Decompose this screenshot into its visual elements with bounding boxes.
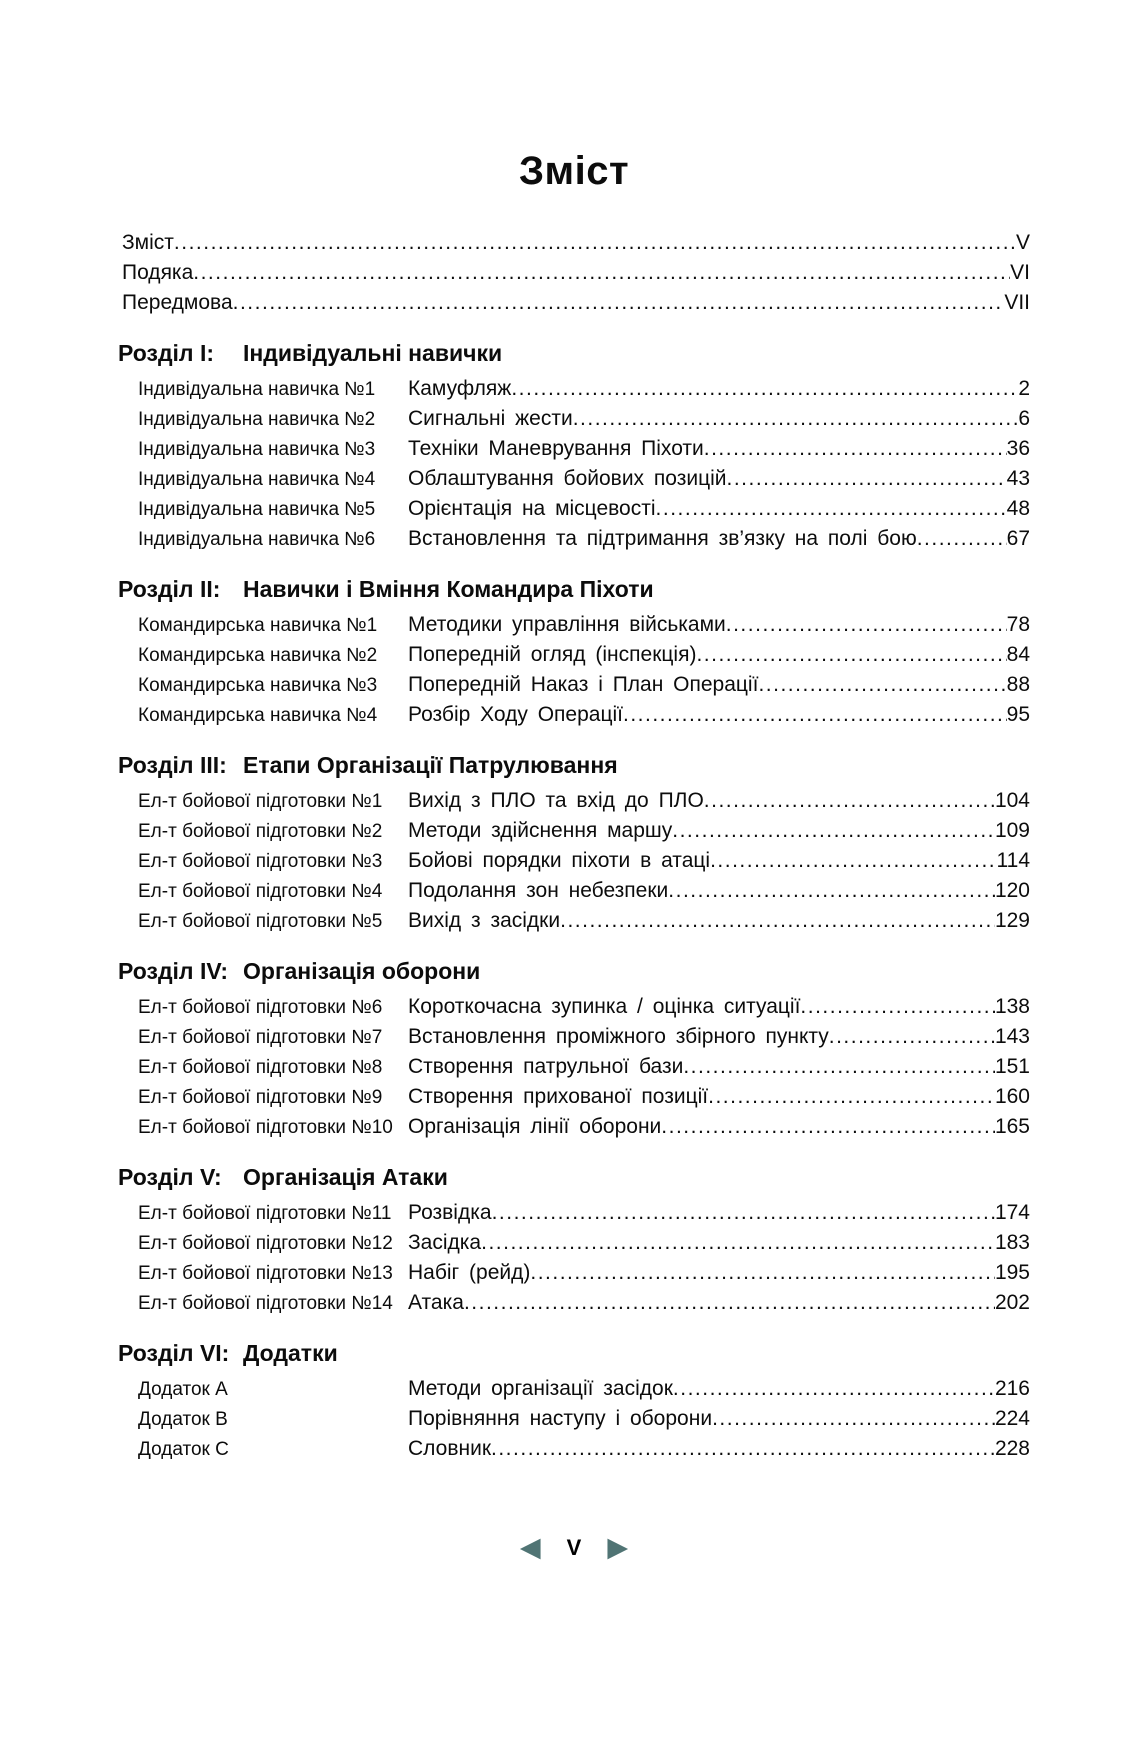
entry-page: 78 [1006,613,1030,636]
prev-page-icon[interactable]: ◀ [519,1532,541,1562]
entry-title: Бойові порядки піхоти в атаці [408,849,711,872]
entry-label: Командирська навичка №4 [138,705,378,726]
section-title: Етапи Організації Патрулювання [243,752,618,778]
entry-label: Ел-т бойової підготовки №10 [138,1117,393,1138]
dot-leader [710,846,996,875]
entry-title: Орієнтація на місцевості [408,497,656,520]
entry-title: Подолання зон небезпеки [408,879,669,902]
entry-label: Ел-т бойової підготовки №13 [138,1263,393,1284]
section-entries [118,374,1030,554]
entry-label: Індивідуальна навичка №4 [138,469,376,490]
entry-page: 224 [994,1407,1030,1430]
entry-page: VII [1004,291,1030,314]
entry-page: 104 [994,789,1030,812]
entry-page: 2 [1018,377,1030,400]
entry-page: 6 [1018,407,1030,430]
dot-leader [829,1022,995,1051]
entry-title: Методи здійснення маршу [408,819,673,842]
entry-label: Індивідуальна навичка №1 [138,379,376,400]
entry-title: Розбір Ходу Операції [408,703,623,726]
entry-title: Встановлення проміжного збірного пункту [408,1025,829,1048]
dot-leader [530,1258,995,1287]
entry-page: 195 [994,1261,1030,1284]
toc-entry [118,1374,1030,1404]
entry-label: Ел-т бойової підготовки №11 [138,1203,392,1224]
page-number: V [566,1534,582,1560]
entry-label: Командирська навичка №3 [138,675,378,696]
entry-title: Розвідка [408,1201,492,1224]
entry-label: Ел-т бойової підготовки №6 [138,997,383,1018]
dot-leader [696,640,1006,669]
entry-page: 183 [994,1231,1030,1254]
entry-page: V [1015,231,1030,254]
entry-page: 43 [1006,467,1030,490]
section-number: Розділ VI: [118,1340,230,1366]
toc-entry [118,258,1030,288]
toc-entry [118,816,1030,846]
entry-page: 88 [1006,673,1030,696]
dot-leader [708,1082,995,1111]
toc-entry [118,1228,1030,1258]
entry-page: 95 [1006,703,1030,726]
toc-entry [118,494,1030,524]
entry-page: 228 [994,1437,1030,1460]
dot-leader [491,1434,995,1463]
toc-entry [118,876,1030,906]
dot-leader [712,1404,995,1433]
entry-title: Передмова [122,291,233,314]
section-entries [118,786,1030,936]
entry-page: 67 [1006,527,1030,550]
section-heading [118,948,1030,986]
entry-title: Набіг (рейд) [408,1261,531,1284]
section-entries [118,1374,1030,1464]
section-title: Індивідуальні навички [243,340,503,366]
entry-page: 120 [994,879,1030,902]
entry-title: Словник [408,1437,492,1460]
sections-list [118,330,1030,1464]
entry-title: Встановлення та підтримання зв’язку на полі бою [408,527,917,550]
entry-label: Командирська навичка №2 [138,645,378,666]
toc-entry [118,1404,1030,1434]
entry-label: Додаток B [138,1409,228,1430]
entry-label: Додаток A [138,1379,228,1400]
dot-leader [174,228,1016,258]
entry-label: Ел-т бойової підготовки №3 [138,851,383,872]
toc-entry [118,846,1030,876]
dot-leader [492,1198,995,1227]
section-number: Розділ I: [118,340,214,366]
section-entries [118,992,1030,1142]
dot-leader [193,258,1010,288]
toc-entry [118,524,1030,554]
entry-title: Методи організації засідок [408,1377,673,1400]
entry-title: Вихід з ПЛО та вхід до ПЛО [408,789,704,812]
toc-entry [118,670,1030,700]
entry-title: Вихід з засідки [408,909,561,932]
section-entries [118,1198,1030,1318]
entry-title: Техніки Маневрування Піхоти [408,437,704,460]
toc-entry [118,906,1030,936]
section-heading [118,1154,1030,1192]
dot-leader [727,464,1007,493]
entry-label: Ел-т бойової підготовки №8 [138,1057,383,1078]
dot-leader [623,700,1007,729]
entry-page: 165 [994,1115,1030,1138]
entry-title: Створення прихованої позиції [408,1085,709,1108]
toc-entry [118,464,1030,494]
entry-title: Подяка [122,261,194,284]
toc-entry [118,374,1030,404]
entry-title: Камуфляж [408,377,512,400]
toc-entry [118,228,1030,258]
entry-label: Індивідуальна навичка №6 [138,529,376,550]
entry-page: 84 [1006,643,1030,666]
toc-entry [118,1052,1030,1082]
entry-page: VI [1010,261,1030,284]
section-heading [118,566,1030,604]
dot-leader [481,1228,995,1257]
section-title: Навички і Вміння Командира Піхоти [243,576,654,602]
entry-page: 138 [994,995,1030,1018]
page-title: Зміст [518,149,630,193]
dot-leader [800,992,995,1021]
dot-leader [704,786,995,815]
section-title: Додатки [243,1340,338,1366]
dot-leader [560,906,995,935]
dot-leader [672,816,995,845]
entry-page: 114 [996,849,1030,872]
toc-entry [118,288,1030,318]
entry-page: 109 [994,819,1030,842]
toc-entry [118,1198,1030,1228]
entry-title: Попередній огляд (інспекція) [408,643,697,666]
toc-entry [118,1022,1030,1052]
entry-label: Ел-т бойової підготовки №12 [138,1233,393,1254]
entry-page: 48 [1006,497,1030,520]
entry-page: 174 [994,1201,1030,1224]
toc-page [0,147,1142,1762]
entry-label: Ел-т бойової підготовки №2 [138,821,383,842]
dot-leader [233,288,1005,318]
entry-label: Ел-т бойової підготовки №9 [138,1087,383,1108]
toc-entry [118,1288,1030,1318]
section-number: Розділ IV: [118,958,229,984]
entry-title: Організація лінії оборони [408,1115,662,1138]
entry-title: Короткочасна зупинка / оцінка ситуації [408,995,801,1018]
section-number: Розділ II: [118,576,221,602]
entry-label: Додаток C [138,1439,229,1460]
entry-title: Попередній Наказ і План Операції [408,673,759,696]
dot-leader [673,1374,995,1403]
dot-leader [758,670,1006,699]
entry-label: Індивідуальна навичка №5 [138,499,376,520]
entry-page: 129 [994,909,1030,932]
dot-leader [683,1052,995,1081]
section-heading [118,742,1030,780]
entry-page: 36 [1006,437,1030,460]
entry-label: Індивідуальна навичка №2 [138,409,376,430]
section-number: Розділ III: [118,752,227,778]
dot-leader [656,494,1007,523]
entry-title: Атака [408,1291,464,1314]
toc-entry [118,610,1030,640]
toc-entry [118,640,1030,670]
dot-leader [573,404,1019,433]
pager [118,1534,1030,1561]
entry-page: 160 [994,1085,1030,1108]
toc-entry [118,404,1030,434]
entry-label: Ел-т бойової підготовки №7 [138,1027,383,1048]
toc-entry [118,1258,1030,1288]
entry-page: 216 [994,1377,1030,1400]
toc-entry [118,786,1030,816]
section-entries [118,610,1030,730]
section-title: Організація оборони [243,958,481,984]
section-heading [118,1330,1030,1368]
entry-title: Порівняння наступу і оборони [408,1407,713,1430]
dot-leader [464,1288,995,1317]
next-page-icon[interactable]: ▶ [607,1532,629,1562]
toc-entry [118,1112,1030,1142]
dot-leader [511,374,1018,403]
dot-leader [726,610,1007,639]
entry-title: Сигнальні жести [408,407,573,430]
dot-leader [668,876,995,905]
entry-title: Облаштування бойових позицій [408,467,727,490]
section-title: Організація Атаки [243,1164,448,1190]
entry-label: Ел-т бойової підготовки №4 [138,881,383,902]
entry-label: Індивідуальна навичка №3 [138,439,376,460]
dot-leader [917,524,1007,553]
entry-title: Створення патрульної бази [408,1055,684,1078]
toc-entry [118,992,1030,1022]
entry-page: 151 [994,1055,1030,1078]
section-heading [118,330,1030,368]
toc-entry [118,1434,1030,1464]
entry-label: Командирська навичка №1 [138,615,378,636]
toc-entry [118,1082,1030,1112]
toc-entry [118,700,1030,730]
entry-page: 202 [994,1291,1030,1314]
dot-leader [704,434,1007,463]
section-number: Розділ V: [118,1164,222,1190]
entry-label: Ел-т бойової підготовки №5 [138,911,383,932]
entry-title: Засідка [408,1231,482,1254]
front-matter-list [118,228,1030,318]
dot-leader [661,1112,995,1141]
toc-entry [118,434,1030,464]
entry-title: Зміст [122,231,174,254]
entry-label: Ел-т бойової підготовки №14 [138,1293,393,1314]
entry-page: 143 [994,1025,1030,1048]
entry-title: Методики управління військами [408,613,726,636]
entry-label: Ел-т бойової підготовки №1 [138,791,383,812]
